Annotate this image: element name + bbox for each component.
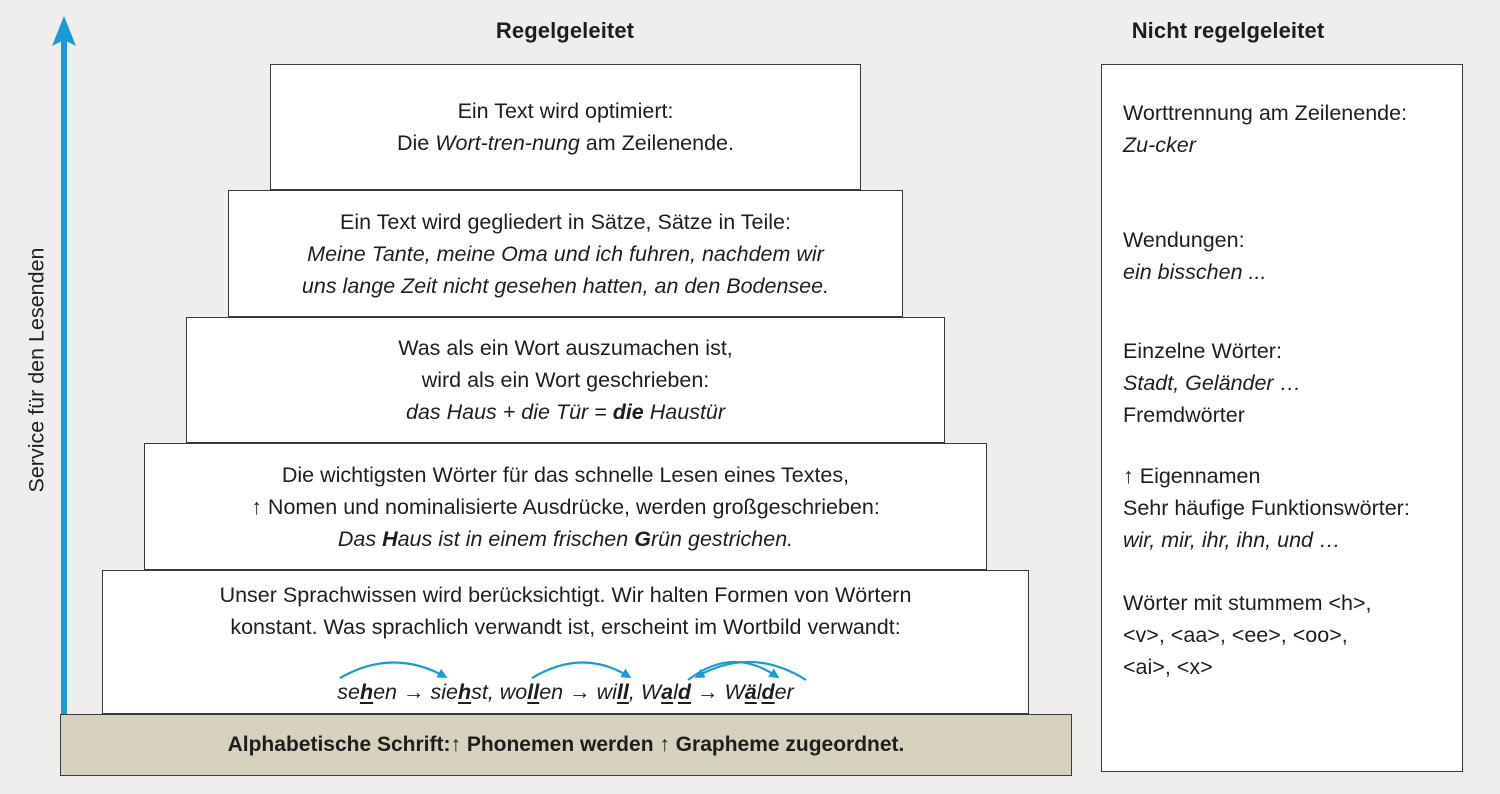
right-block-single-words: Einzelne Wörter: Stadt, Geländer … Fremdwörter	[1123, 339, 1302, 427]
level-1-line-2: konstant. Was sprachlich verwandt ist, erscheint im Wortbild verwandt:	[230, 615, 901, 639]
axis-label: Service für den Lesenden	[24, 247, 49, 493]
level-2-line-2: ↑ Nomen und nominalisierte Ausdrücke, werden großgeschrieben:	[251, 494, 880, 519]
level-5-box	[270, 64, 861, 190]
level-4-line-2: Meine Tante, meine Oma und ich fuhren, nachdem wir	[307, 241, 824, 266]
level-2-line-1: Die wichtigsten Wörter für das schnelle Lesen eines Textes,	[281, 462, 850, 487]
level-4-box	[228, 190, 903, 317]
level-1-example-line: sehen → siehst, wollen → will, Wald → Wälder	[337, 680, 794, 704]
not-rule-based-box	[1101, 64, 1463, 772]
level-3-line-2: wird als ein Wort geschrieben:	[421, 368, 710, 392]
level-1-line-1: Unser Sprachwissen wird berücksichtigt. Wir halten Formen von Wörtern	[219, 583, 912, 607]
heading-not-rule-based: Nicht regelgeleitet	[1131, 18, 1325, 43]
heading-rule-based: Regelgeleitet	[495, 18, 635, 43]
service-axis-arrow	[50, 14, 78, 716]
level-3-line-3: das Haus + die Tür = die Haustür	[405, 400, 726, 424]
arrow-sehen-siehst	[340, 662, 444, 678]
right-block-hyphenation: Worttrennung am Zeilenende: Zu-cker	[1123, 101, 1408, 157]
arrow-wald-waelder-a	[688, 662, 776, 680]
base-alphabetic-writing: Alphabetische Schrift:↑ Phonemen werden ↑ Grapheme zugeordnet.	[60, 714, 1072, 776]
arrow-wollen-will	[532, 662, 628, 678]
level-5-line-2: Die Wort-tren-nung am Zeilenende.	[396, 131, 734, 155]
level-4-line-1: Ein Text wird gegliedert in Sätze, Sätze in Teile:	[340, 209, 791, 234]
right-block-idioms: Wendungen: ein bisschen ...	[1123, 228, 1267, 284]
right-block-proper-names: ↑ Eigennamen Sehr häufige Funktionswörter: wir, mir, ihr, ihn, und …	[1123, 464, 1410, 552]
level-2-line-3: Das Haus ist in einem frischen Grün gestrichen.	[337, 526, 794, 551]
level-3-box	[186, 317, 945, 443]
level-5-line-1: Ein Text wird optimiert:	[457, 99, 674, 123]
level-2-box	[144, 443, 987, 570]
level-3-line-1: Was als ein Wort auszumachen ist,	[398, 336, 733, 360]
right-block-silent-letters: Wörter mit stummem <h>, <v>, <aa>, <ee>, <oo>, <ai>, <x>	[1123, 591, 1372, 679]
level-4-line-3: uns lange Zeit nicht gesehen hatten, an den Bodensee.	[301, 273, 830, 298]
